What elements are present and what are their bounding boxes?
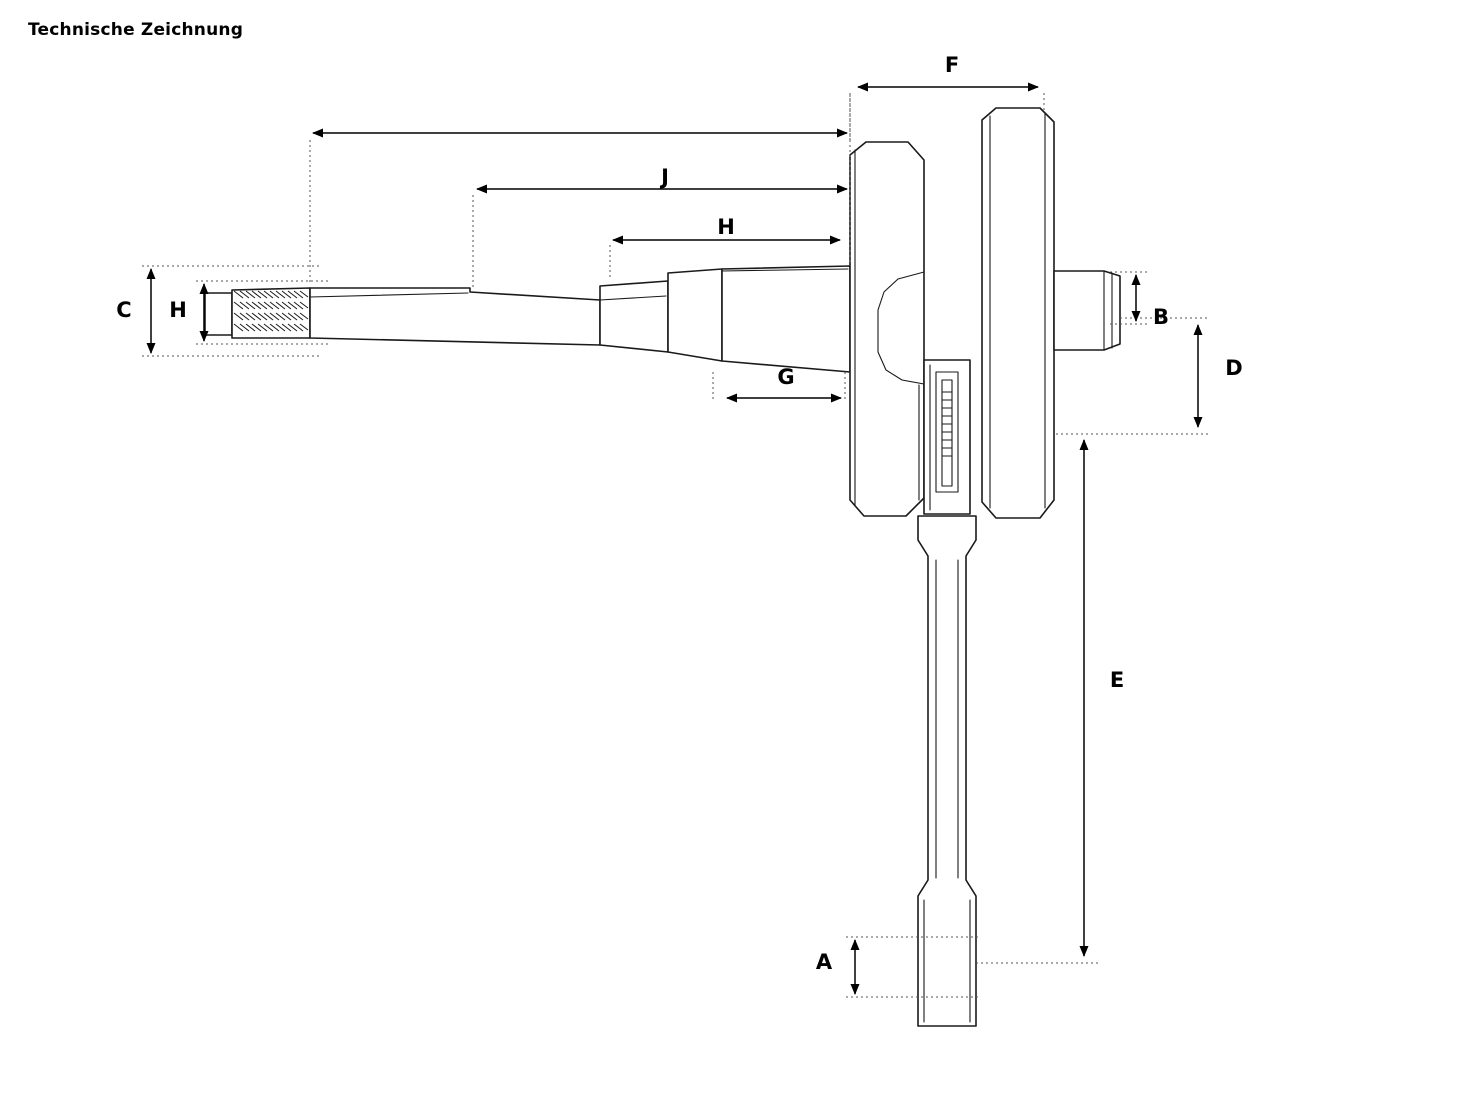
dim-label-E: E: [1109, 668, 1125, 692]
main-shaft: [310, 266, 850, 372]
crankshaft-geometry: [205, 108, 1120, 1026]
dim-label-C: C: [116, 298, 132, 322]
dim-label-B: B: [1152, 305, 1170, 329]
dim-label-A: A: [815, 950, 833, 974]
dim-label-H-horizontal: H: [717, 215, 735, 239]
crank-web-right: [982, 108, 1120, 518]
page-title: Technische Zeichnung: [28, 20, 244, 40]
dim-label-I: J: [661, 165, 669, 189]
dim-label-D: D: [1225, 356, 1243, 380]
crank-web-left: [850, 142, 924, 516]
threaded-shaft-end: [205, 288, 310, 338]
connecting-rod: [918, 516, 976, 1026]
dimension-labels: [116, 53, 1242, 974]
keyway-detail: [924, 360, 970, 514]
dim-label-F: F: [944, 53, 960, 77]
dim-label-H-vertical: H: [169, 298, 187, 322]
dim-label-G: G: [777, 365, 795, 389]
